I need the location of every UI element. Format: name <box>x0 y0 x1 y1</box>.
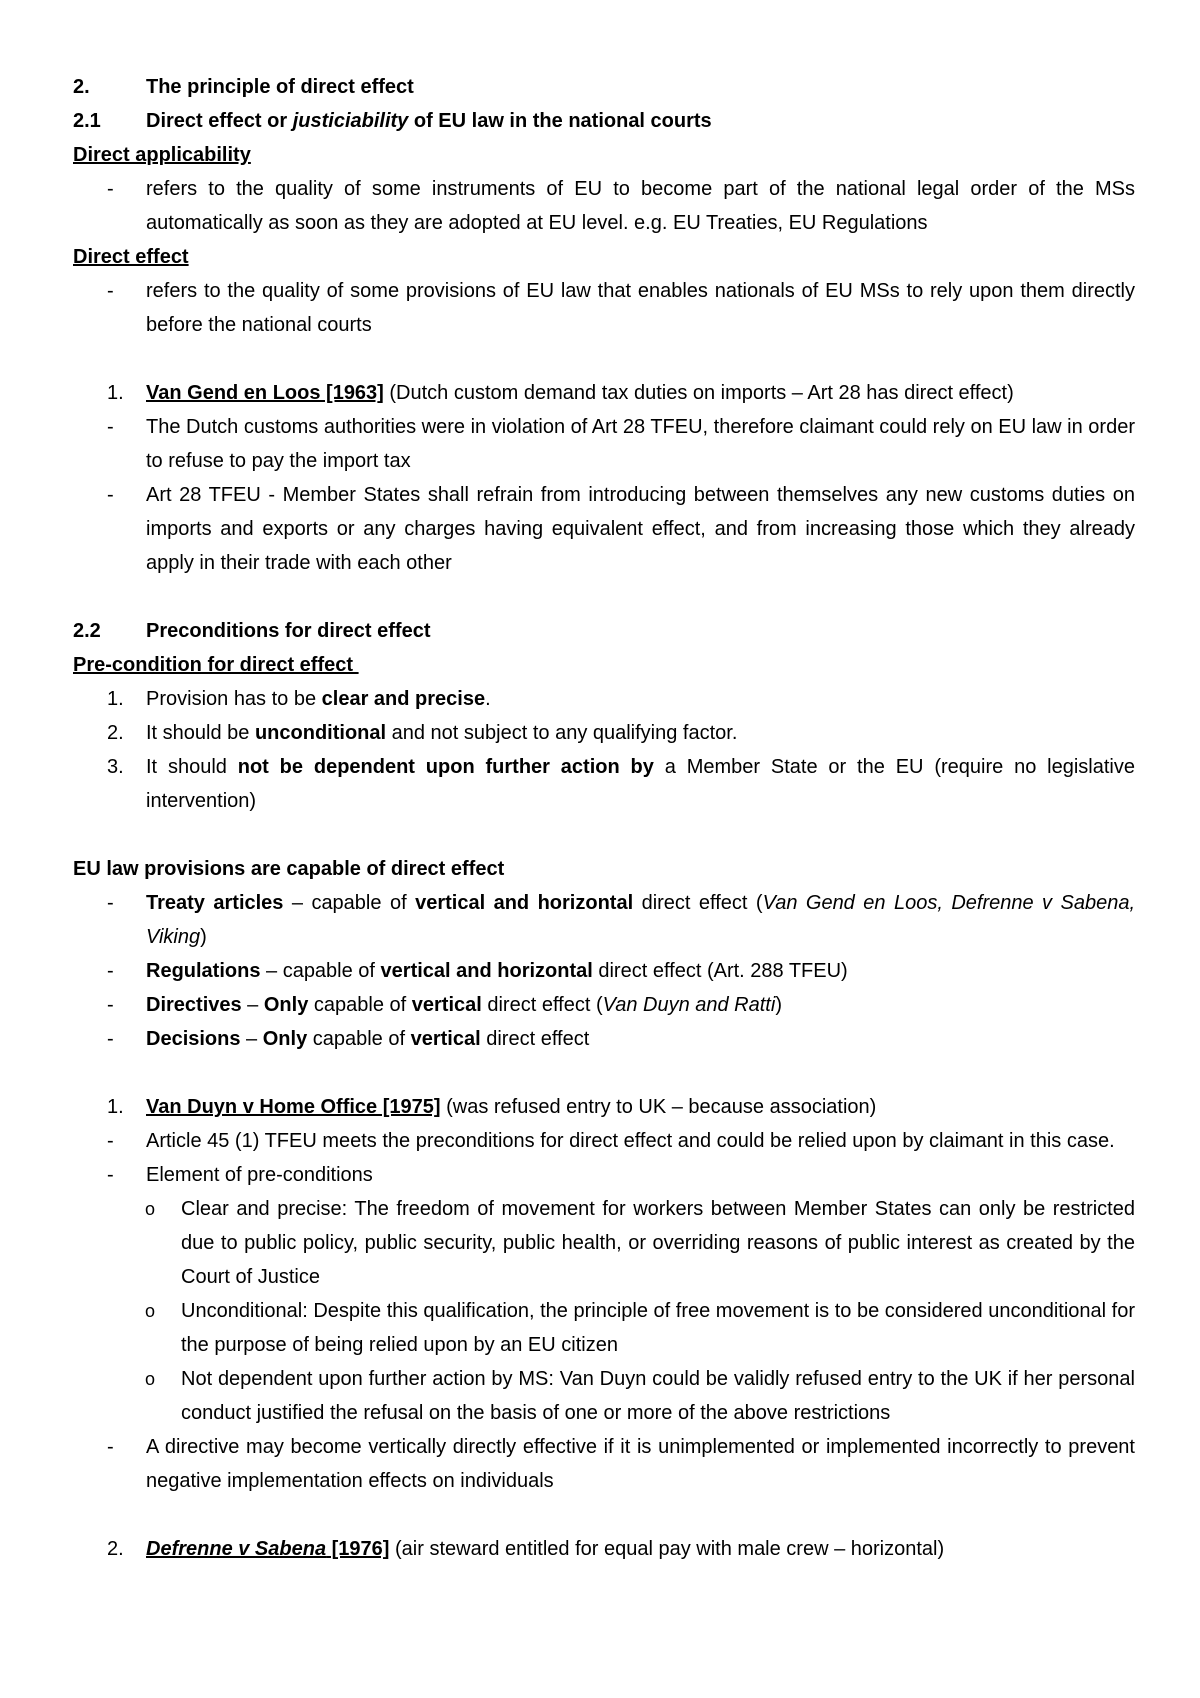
section-number: 2.1 <box>73 110 101 132</box>
section-2-2-heading <box>73 614 1135 648</box>
list-item: - The Dutch customs authorities were in violation of Art 28 TFEU, therefore claimant could rely on EU law in order to refuse to pay the import tax <box>73 410 1135 478</box>
section-2-heading <box>73 70 1135 104</box>
direct-applicability-heading: Direct applicability <box>73 144 251 166</box>
case-name: Van Gend en Loos [1963] <box>146 382 384 404</box>
dash-bullet: - <box>107 280 114 302</box>
list-number: 2. <box>107 1538 124 1560</box>
dash-bullet: - <box>107 892 114 914</box>
section-number: 2.2 <box>73 620 101 642</box>
list-item: - Regulations – capable of vertical and horizontal direct effect (Art. 288 TFEU) <box>73 954 1135 988</box>
provisions-heading: EU law provisions are capable of direct effect <box>73 858 505 880</box>
list-item: - Element of pre-conditions <box>73 1158 1135 1192</box>
list-number: 1. <box>107 1096 124 1118</box>
dash-bullet: - <box>107 1130 114 1152</box>
list-item: - Art 28 TFEU - Member States shall refrain from introducing between themselves any new customs duties on imports and exports or any charges having equivalent effect, and from increasing those which they already apply in their trade with each other <box>73 478 1135 580</box>
list-item: - Decisions – Only capable of vertical direct effect <box>73 1022 1135 1056</box>
section-title: Direct effect or justiciability of EU law in the national courts <box>146 110 712 132</box>
dash-bullet: - <box>107 960 114 982</box>
list-item: 1. Provision has to be clear and precise. <box>73 682 1135 716</box>
dash-bullet: - <box>107 1028 114 1050</box>
section-title: The principle of direct effect <box>146 76 414 98</box>
circle-bullet: o <box>145 1301 156 1321</box>
section-title: Preconditions for direct effect <box>146 620 431 642</box>
list-number: 2. <box>107 722 124 744</box>
section-2-1-heading <box>73 104 1135 138</box>
sub-list-item: o Clear and precise: The freedom of movement for workers between Member States can only be restricted due to public policy, public security, public health, or overriding reasons of public interest as created by the Court of Justice <box>73 1192 1135 1294</box>
dash-bullet: - <box>107 1164 114 1186</box>
list-item: - Directives – Only capable of vertical direct effect (Van Duyn and Ratti) <box>73 988 1135 1022</box>
case-van-duyn: 1. Van Duyn v Home Office [1975] (was refused entry to UK – because association) <box>73 1090 1135 1124</box>
sub-list-item: o Not dependent upon further action by MS: Van Duyn could be validly refused entry to the UK if her personal conduct justified the refusal on the basis of one or more of the above restrictions <box>73 1362 1135 1430</box>
list-item: - Article 45 (1) TFEU meets the preconditions for direct effect and could be relied upon by claimant in this case. <box>73 1124 1135 1158</box>
circle-bullet: o <box>145 1199 156 1219</box>
dash-bullet: - <box>107 484 114 506</box>
section-number: 2. <box>73 76 90 98</box>
list-item: - refers to the quality of some instruments of EU to become part of the national legal order of the MSs automatically as soon as they are adopted at EU level. e.g. EU Treaties, EU Regulations <box>73 172 1135 240</box>
list-item: - Treaty articles – capable of vertical and horizontal direct effect (Van Gend en Loos, Defrenne v Sabena, Viking) <box>73 886 1135 954</box>
circle-bullet: o <box>145 1369 156 1389</box>
case-defrenne: 2. Defrenne v Sabena [1976] (air steward entitled for equal pay with male crew – horizontal) <box>73 1532 1135 1566</box>
list-item: 3. It should not be dependent upon further action by a Member State or the EU (require no legislative intervention) <box>73 750 1135 818</box>
list-item: - A directive may become vertically directly effective if it is unimplemented or implemented incorrectly to prevent negative implementation effects on individuals <box>73 1430 1135 1498</box>
sub-list-item: o Unconditional: Despite this qualification, the principle of free movement is to be considered unconditional for the purpose of being relied upon by an EU citizen <box>73 1294 1135 1362</box>
dash-bullet: - <box>107 178 114 200</box>
dash-bullet: - <box>107 416 114 438</box>
dash-bullet: - <box>107 1436 114 1458</box>
dash-bullet: - <box>107 994 114 1016</box>
list-number: 1. <box>107 382 124 404</box>
list-number: 1. <box>107 688 124 710</box>
list-item: - refers to the quality of some provisions of EU law that enables nationals of EU MSs to rely upon them directly before the national courts <box>73 274 1135 342</box>
case-name: Van Duyn v Home Office [1975] <box>146 1096 441 1118</box>
case-name: Defrenne v Sabena [1976] <box>146 1538 390 1560</box>
direct-effect-heading: Direct effect <box>73 246 189 268</box>
document-page <box>73 70 1135 1566</box>
case-van-gend-en-loos: 1. Van Gend en Loos [1963] (Dutch custom demand tax duties on imports – Art 28 has direct effect) <box>73 376 1135 410</box>
list-item: 2. It should be unconditional and not subject to any qualifying factor. <box>73 716 1135 750</box>
list-number: 3. <box>107 756 124 778</box>
precondition-heading: Pre-condition for direct effect <box>73 654 359 676</box>
